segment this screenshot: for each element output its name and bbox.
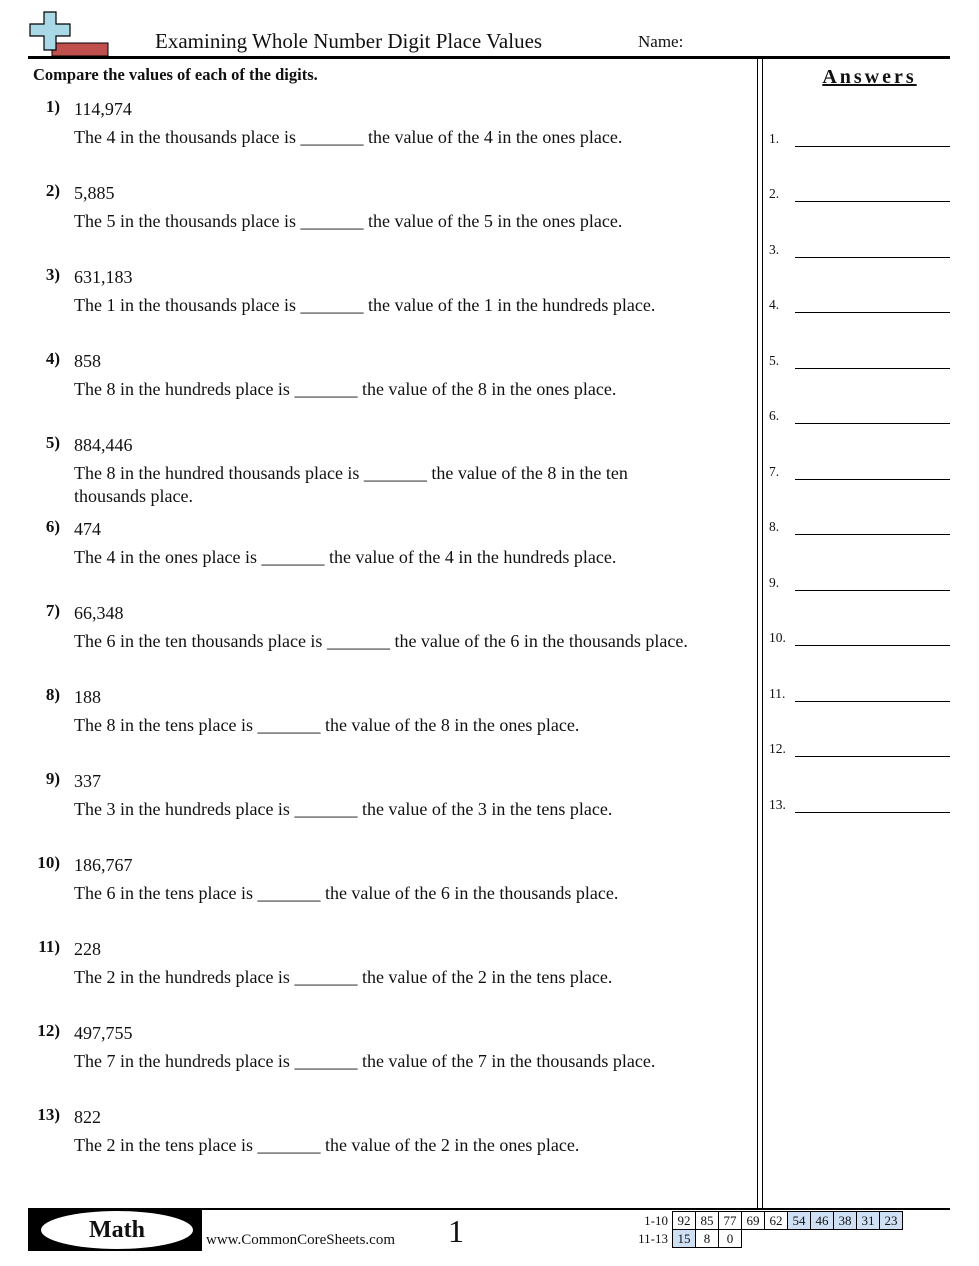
answer-blank[interactable] — [769, 517, 951, 537]
subject-label: Math — [41, 1211, 193, 1249]
answer-line — [795, 756, 950, 757]
answer-line — [795, 701, 950, 702]
question-value: 474 — [74, 519, 101, 539]
answer-blank[interactable] — [769, 739, 951, 759]
question-value: 337 — [74, 771, 101, 791]
question-number: 5) — [45, 433, 60, 452]
answer-line — [795, 534, 950, 535]
question-value: 631,183 — [74, 267, 133, 287]
score-row-label: 1-10 — [644, 1212, 668, 1228]
question-text: The 8 in the hundreds place is _______ the value of the 8 in the ones place. — [74, 379, 617, 399]
header-divider — [28, 56, 950, 59]
score-cell: 8 — [696, 1230, 719, 1248]
score-cell: 85 — [696, 1212, 719, 1230]
question-value: 188 — [74, 687, 101, 707]
question-number: 2) — [45, 181, 60, 200]
question-value: 228 — [74, 939, 101, 959]
question-value: 858 — [74, 351, 101, 371]
answer-blank[interactable] — [769, 240, 951, 260]
question-text: The 2 in the hundreds place is _______ the value of the 2 in the tens place. — [74, 967, 613, 987]
answer-label: 9. — [769, 575, 780, 590]
score-row-label: 11-13 — [638, 1230, 668, 1246]
question-number: 7) — [45, 601, 60, 620]
score-cell: 62 — [765, 1212, 788, 1230]
question-value: 114,974 — [74, 99, 132, 119]
question-text: The 5 in the thousands place is _______ the value of the 5 in the ones place. — [74, 211, 623, 231]
answer-label: 1. — [769, 131, 780, 146]
answer-blank[interactable] — [769, 462, 951, 482]
score-cell: 54 — [788, 1212, 811, 1230]
plus-logo-icon — [28, 10, 110, 58]
answer-label: 12. — [769, 741, 786, 756]
question-value: 5,885 — [74, 183, 115, 203]
question-number: 8) — [45, 685, 60, 704]
column-divider — [757, 59, 758, 1209]
score-cell: 23 — [880, 1212, 903, 1230]
answer-label: 6. — [769, 408, 780, 423]
answer-label: 2. — [769, 186, 780, 201]
instructions: Compare the values of each of the digits. — [33, 65, 318, 84]
answer-line — [795, 590, 950, 591]
question-value: 66,348 — [74, 603, 124, 623]
score-row — [628, 1212, 903, 1230]
question-text: The 7 in the hundreds place is _______ the value of the 7 in the thousands place. — [74, 1051, 656, 1071]
score-cell: 38 — [834, 1212, 857, 1230]
answer-label: 13. — [769, 797, 786, 812]
question-value: 822 — [74, 1107, 101, 1127]
score-cell: 15 — [673, 1230, 696, 1248]
question-text: The 4 in the ones place is _______ the value of the 4 in the hundreds place. — [74, 547, 617, 567]
question-number: 12) — [37, 1021, 60, 1040]
answer-label: 5. — [769, 353, 780, 368]
answer-line — [795, 812, 950, 813]
score-table — [628, 1211, 903, 1248]
question-text: The 4 in the thousands place is _______ the value of the 4 in the ones place. — [74, 127, 623, 147]
answer-blank[interactable] — [769, 628, 951, 648]
website-link[interactable]: www.CommonCoreSheets.com — [206, 1232, 396, 1248]
answer-blank[interactable] — [769, 795, 951, 815]
answer-label: 11. — [769, 686, 786, 701]
question-text: The 1 in the thousands place is _______ the value of the 1 in the hundreds place. — [74, 295, 656, 315]
answer-blank[interactable] — [769, 351, 951, 371]
question-number: 4) — [45, 349, 60, 368]
score-cell: 31 — [857, 1212, 880, 1230]
question-value: 497,755 — [74, 1023, 133, 1043]
worksheet-title: Examining Whole Number Digit Place Values — [155, 29, 543, 53]
question-number: 1) — [45, 97, 60, 116]
question-text: The 6 in the ten thousands place is _______ the value of the 6 in the thousands place. — [74, 631, 688, 651]
question-text: The 6 in the tens place is _______ the value of the 6 in the thousands place. — [74, 883, 619, 903]
answer-line — [795, 201, 950, 202]
answer-label: 7. — [769, 464, 780, 479]
page-number: 1 — [448, 1213, 464, 1249]
name-label: Name: — [638, 32, 684, 51]
answer-line — [795, 479, 950, 480]
answer-blank[interactable] — [769, 295, 951, 315]
answer-line — [795, 368, 950, 369]
score-cell: 92 — [673, 1212, 696, 1230]
question-text: The 3 in the hundreds place is _______ the value of the 3 in the tens place. — [74, 799, 613, 819]
answer-blank[interactable] — [769, 406, 951, 426]
answer-line — [795, 312, 950, 313]
score-row — [628, 1230, 903, 1248]
question-value: 884,446 — [74, 435, 133, 455]
answer-blank[interactable] — [769, 184, 951, 204]
answer-label: 10. — [769, 630, 786, 645]
score-cell: 77 — [719, 1212, 742, 1230]
answer-label: 4. — [769, 297, 780, 312]
column-divider — [762, 59, 763, 1209]
question-number: 13) — [37, 1105, 60, 1124]
answer-line — [795, 423, 950, 424]
question-number: 6) — [45, 517, 60, 536]
answers-title: Answers — [822, 66, 917, 88]
question-number: 3) — [45, 265, 60, 284]
score-cell: 46 — [811, 1212, 834, 1230]
answer-blank[interactable] — [769, 684, 951, 704]
answer-label: 8. — [769, 519, 780, 534]
question-number: 10) — [37, 853, 60, 872]
question-text: The 8 in the hundred thousands place is _______ the value of the 8 in the ten thousands place. — [74, 463, 628, 506]
question-number: 9) — [45, 769, 60, 788]
answer-blank[interactable] — [769, 573, 951, 593]
question-text: The 8 in the tens place is _______ the value of the 8 in the ones place. — [74, 715, 580, 735]
answer-line — [795, 645, 950, 646]
question-number: 11) — [38, 937, 60, 956]
answer-label: 3. — [769, 242, 780, 257]
question-text: The 2 in the tens place is _______ the value of the 2 in the ones place. — [74, 1135, 580, 1155]
question-value: 186,767 — [74, 855, 133, 875]
answer-blank[interactable] — [769, 129, 951, 149]
score-cell: 69 — [742, 1212, 765, 1230]
answer-line — [795, 146, 950, 147]
answer-line — [795, 257, 950, 258]
score-cell: 0 — [719, 1230, 742, 1248]
